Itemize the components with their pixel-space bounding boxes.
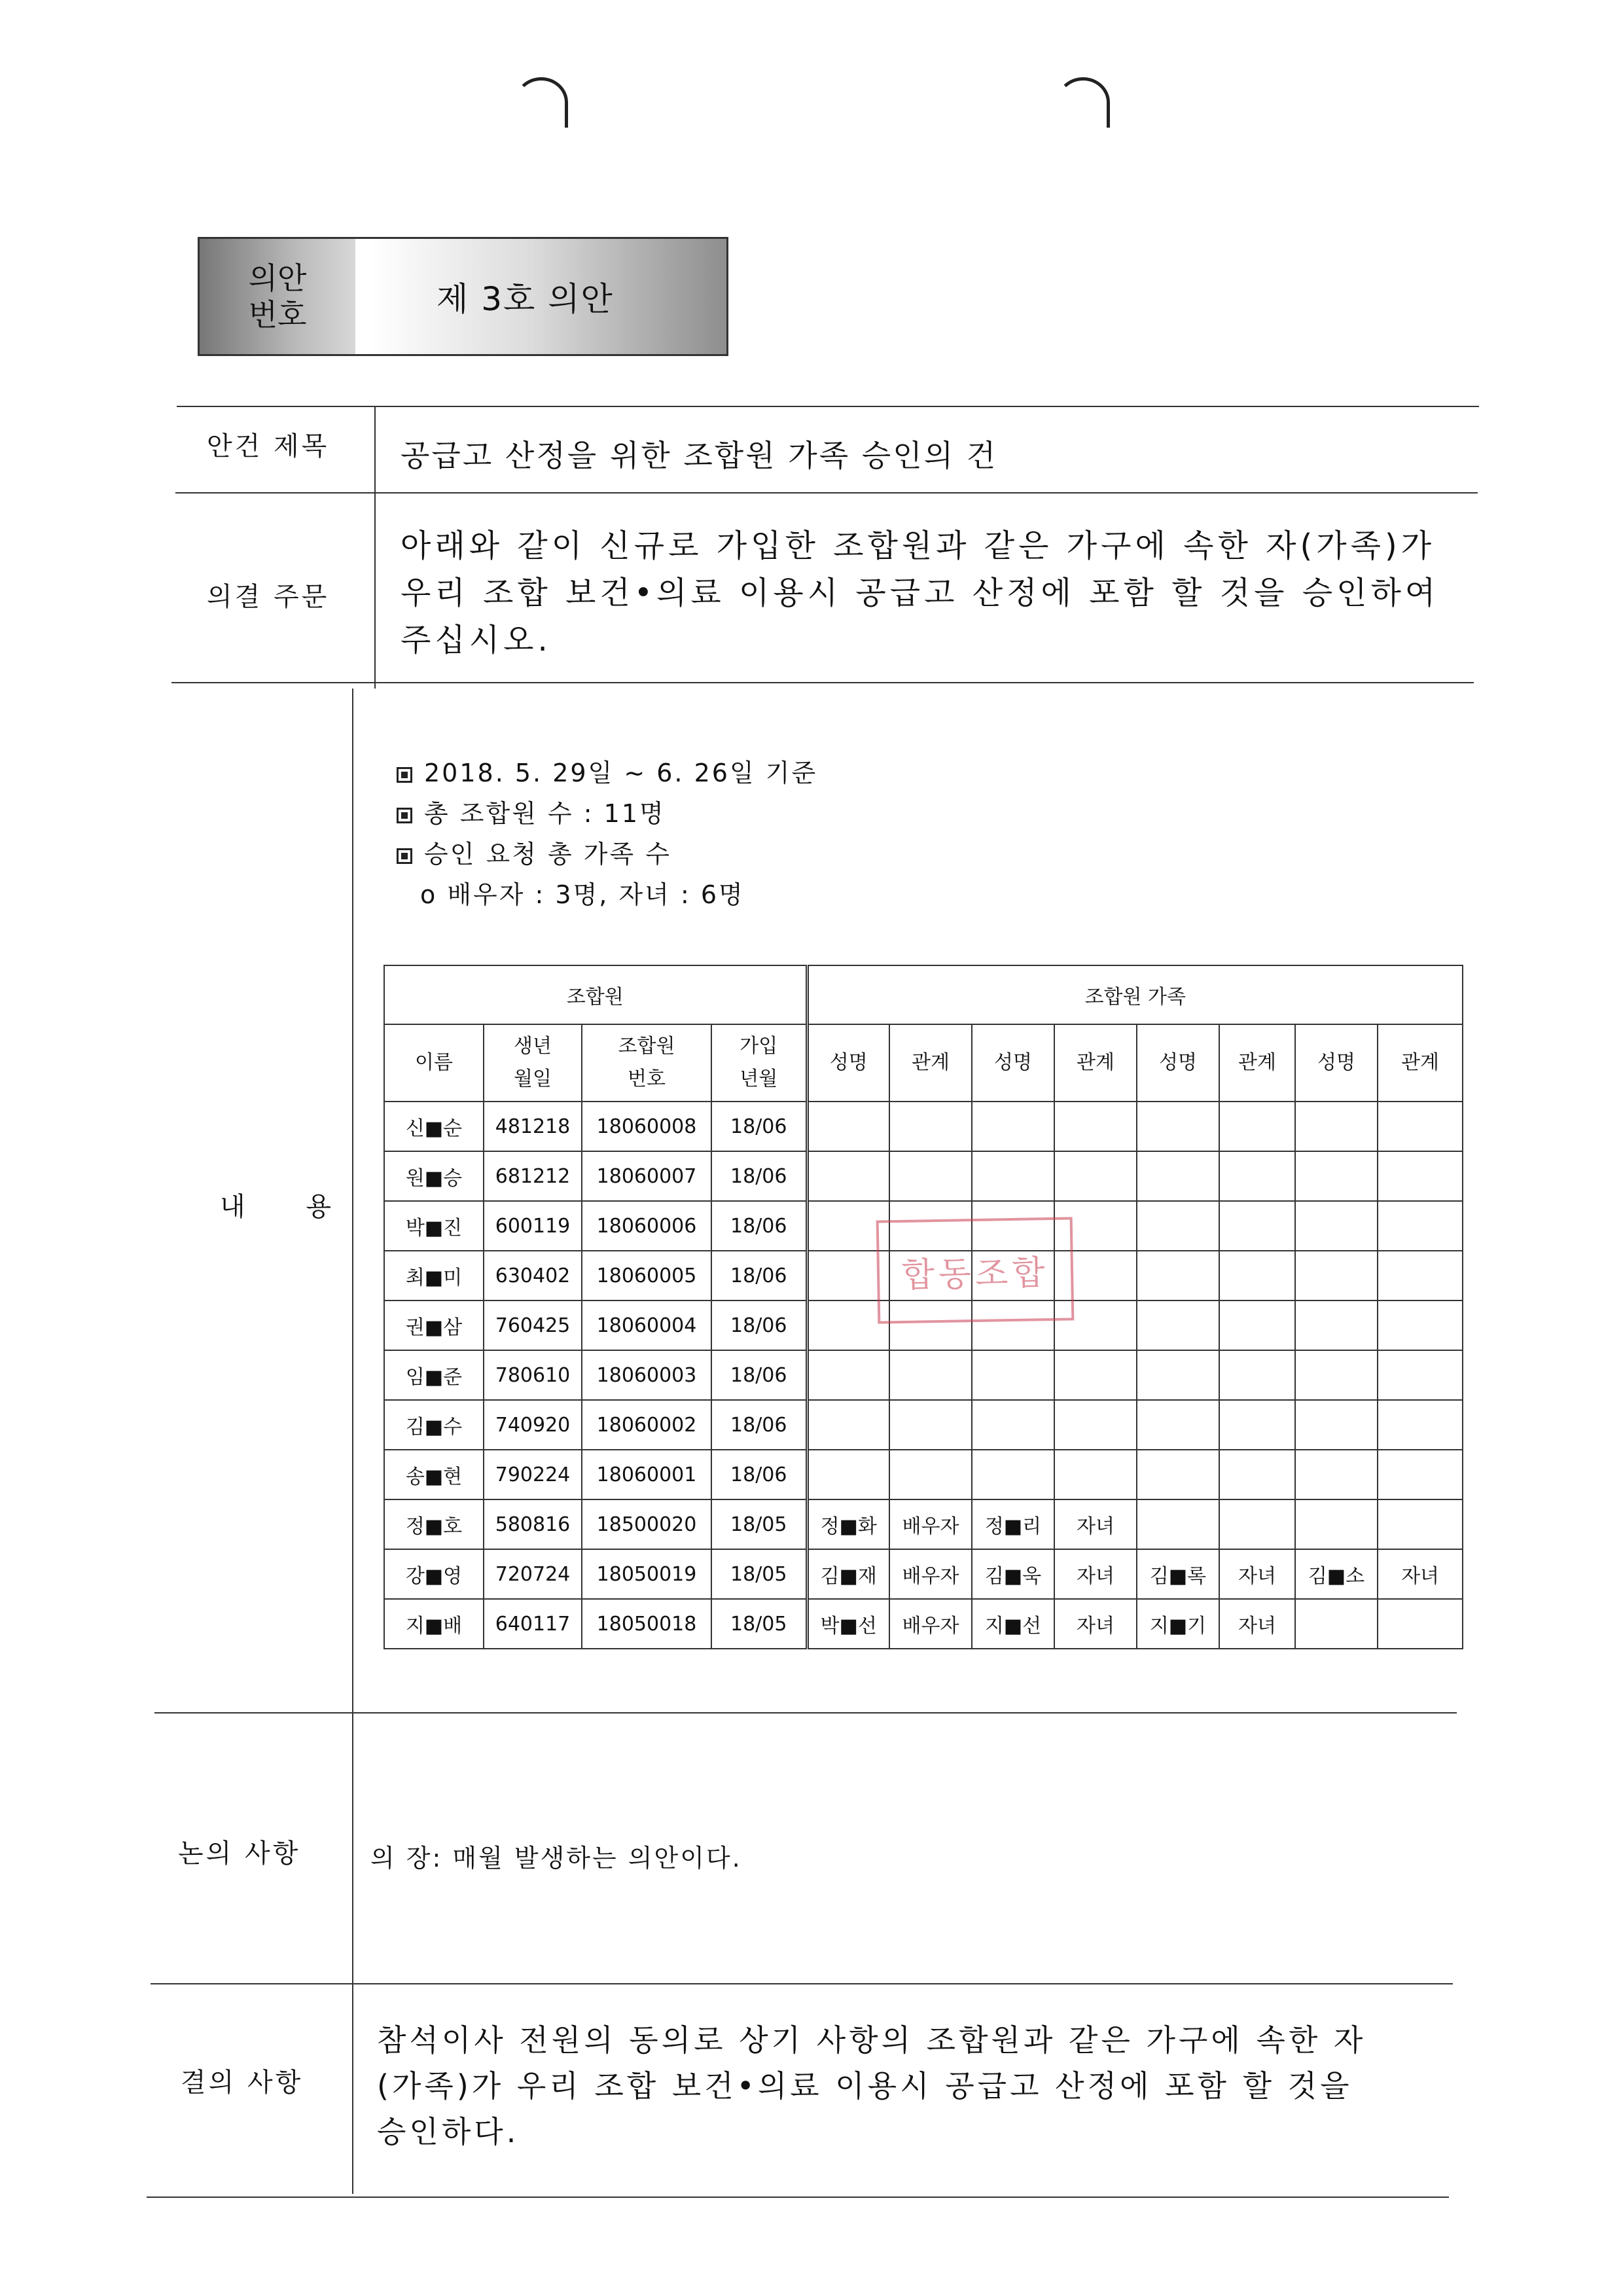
table-cell <box>807 1450 889 1499</box>
table-cell: 18/06 <box>711 1102 807 1151</box>
col-header-fam-name: 성명 <box>1137 1024 1219 1102</box>
col-header-birth: 생년 월일 <box>484 1024 582 1102</box>
table-cell: 681212 <box>484 1151 582 1201</box>
table-row <box>384 1102 1463 1151</box>
table-cell <box>1137 1350 1219 1400</box>
content-bullets <box>397 753 817 915</box>
table-cell <box>889 1450 972 1499</box>
table-cell <box>807 1102 889 1151</box>
table-cell <box>1054 1450 1137 1499</box>
table-cell: 600119 <box>484 1201 582 1251</box>
title-value: 공급고 산정을 위한 조합원 가족 승인의 건 <box>401 438 998 473</box>
table-cell: 박■진 <box>384 1201 484 1251</box>
table-cell <box>1137 1251 1219 1300</box>
table-cell: 김■록 <box>1137 1549 1219 1599</box>
table-row <box>384 1350 1463 1400</box>
table-cell: 지■선 <box>972 1599 1054 1649</box>
table-row <box>384 1499 1463 1549</box>
divider <box>154 1712 1457 1713</box>
table-cell <box>889 1350 972 1400</box>
table-cell: 김■수 <box>384 1400 484 1450</box>
table-cell: 정■리 <box>972 1499 1054 1549</box>
bullet-square-icon <box>397 767 412 783</box>
agenda-number-box <box>198 237 728 356</box>
punch-hole-left <box>514 77 568 128</box>
table-cell <box>1137 1400 1219 1450</box>
table-cell: 권■삼 <box>384 1300 484 1350</box>
table-cell <box>1054 1151 1137 1201</box>
resolution-label: 결의 사항 <box>181 2068 304 2098</box>
table-cell: 김■재 <box>807 1549 889 1599</box>
table-cell: 배우자 <box>889 1499 972 1549</box>
table-cell <box>889 1400 972 1450</box>
table-cell: 18060004 <box>582 1300 711 1350</box>
table-cell: 18060006 <box>582 1201 711 1251</box>
table-cell: 18/05 <box>711 1499 807 1549</box>
table-cell <box>1137 1201 1219 1251</box>
table-cell <box>972 1450 1054 1499</box>
table-row <box>384 1151 1463 1201</box>
col-header-joined: 가입 년월 <box>711 1024 807 1102</box>
table-cell: 박■선 <box>807 1599 889 1649</box>
resolution-line: 승인하다. <box>377 2114 520 2149</box>
table-cell <box>1137 1499 1219 1549</box>
divider <box>147 2197 1449 2198</box>
table-cell: 18/06 <box>711 1201 807 1251</box>
order-label: 의결 주문 <box>207 582 330 612</box>
table-cell <box>1378 1102 1463 1151</box>
table-cell <box>1378 1599 1463 1649</box>
punch-hole-right <box>1056 77 1110 128</box>
table-cell: 김■욱 <box>972 1549 1054 1599</box>
table-cell: 18/06 <box>711 1151 807 1201</box>
resolution-line: 참석이사 전원의 동의로 상기 사항의 조합원과 같은 가구에 속한 자 <box>377 2022 1366 2058</box>
table-cell <box>972 1350 1054 1400</box>
table-cell <box>1295 1151 1378 1201</box>
table-cell <box>1295 1251 1378 1300</box>
family-group-header: 조합원 가족 <box>807 965 1463 1024</box>
table-cell: 자녀 <box>1219 1549 1295 1599</box>
agenda-number-label <box>200 239 355 354</box>
col-header-fam-relation: 관계 <box>1219 1024 1295 1102</box>
table-cell <box>1295 1350 1378 1400</box>
divider <box>171 682 1474 683</box>
table-cell: 지■기 <box>1137 1599 1219 1649</box>
table-cell: 18050018 <box>582 1599 711 1649</box>
table-cell: 580816 <box>484 1499 582 1549</box>
table-cell: 481218 <box>484 1102 582 1151</box>
table-cell: 자녀 <box>1054 1599 1137 1649</box>
table-cell <box>1295 1102 1378 1151</box>
table-cell <box>1219 1450 1295 1499</box>
table-cell: 김■소 <box>1295 1549 1378 1599</box>
table-cell: 18060001 <box>582 1450 711 1499</box>
col-header-fam-relation: 관계 <box>889 1024 972 1102</box>
agenda-number-title: 제 3호 의안 <box>371 239 726 354</box>
table-cell: 자녀 <box>1054 1549 1137 1599</box>
col-header-fam-relation: 관계 <box>1378 1024 1463 1102</box>
col-header-number: 조합원 번호 <box>582 1024 711 1102</box>
table-cell <box>1295 1201 1378 1251</box>
table-cell: 18/05 <box>711 1549 807 1599</box>
table-row <box>384 1549 1463 1599</box>
table-cell: 정■호 <box>384 1499 484 1549</box>
table-cell <box>1219 1499 1295 1549</box>
table-cell: 780610 <box>484 1350 582 1400</box>
table-cell: 배우자 <box>889 1599 972 1649</box>
table-cell: 원■승 <box>384 1151 484 1201</box>
order-text <box>401 522 1439 664</box>
table-cell <box>807 1400 889 1450</box>
agenda-number-label-line2: 번호 <box>248 297 307 332</box>
table-cell <box>972 1151 1054 1201</box>
table-cell: 자녀 <box>1219 1599 1295 1649</box>
table-cell <box>807 1151 889 1201</box>
table-cell <box>1378 1300 1463 1350</box>
order-line: 아래와 같이 신규로 가입한 조합원과 같은 가구에 속한 자(가족)가 <box>401 528 1436 564</box>
table-cell: 18060002 <box>582 1400 711 1450</box>
table-cell <box>1378 1350 1463 1400</box>
table-cell: 18050019 <box>582 1549 711 1599</box>
table-cell: 18/06 <box>711 1400 807 1450</box>
table-cell: 18500020 <box>582 1499 711 1549</box>
table-cell <box>889 1151 972 1201</box>
table-row <box>384 1400 1463 1450</box>
member-group-header: 조합원 <box>384 965 807 1024</box>
table-cell <box>807 1350 889 1400</box>
table-cell <box>972 1102 1054 1151</box>
table-cell: 18060005 <box>582 1251 711 1300</box>
table-cell: 18060003 <box>582 1350 711 1400</box>
table-cell: 임■준 <box>384 1350 484 1400</box>
title-label: 안건 제목 <box>207 431 330 461</box>
table-cell: 18/06 <box>711 1251 807 1300</box>
divider <box>175 492 1478 493</box>
bullet-square-icon <box>397 848 412 864</box>
table-cell: 신■순 <box>384 1102 484 1151</box>
col-header-fam-name: 성명 <box>807 1024 889 1102</box>
table-cell: 자녀 <box>1378 1549 1463 1599</box>
table-cell: 강■영 <box>384 1549 484 1599</box>
divider <box>177 406 1479 407</box>
discussion-label: 논의 사항 <box>178 1839 301 1869</box>
table-cell <box>1219 1251 1295 1300</box>
bullet-sub-item: o 배우자 : 3명, 자녀 : 6명 <box>420 880 745 909</box>
table-cell <box>1219 1400 1295 1450</box>
table-cell <box>1295 1450 1378 1499</box>
table-cell <box>1378 1251 1463 1300</box>
table-cell: 최■미 <box>384 1251 484 1300</box>
table-cell: 790224 <box>484 1450 582 1499</box>
table-row <box>384 1450 1463 1499</box>
bullet-item: 총 조합원 수 : 11명 <box>397 793 817 834</box>
table-cell <box>1219 1350 1295 1400</box>
table-row <box>384 1599 1463 1649</box>
bullet-square-icon <box>397 808 412 823</box>
bullet-item: 2018. 5. 29일 ~ 6. 26일 기준 <box>397 753 817 793</box>
table-cell: 18060008 <box>582 1102 711 1151</box>
table-cell: 송■현 <box>384 1450 484 1499</box>
column-divider <box>352 689 353 2194</box>
column-divider <box>374 406 376 689</box>
table-cell <box>1219 1151 1295 1201</box>
table-cell <box>1054 1400 1137 1450</box>
table-cell: 18/06 <box>711 1450 807 1499</box>
table-cell <box>889 1102 972 1151</box>
table-cell <box>972 1400 1054 1450</box>
table-cell <box>1054 1350 1137 1400</box>
table-cell <box>1378 1201 1463 1251</box>
table-cell: 18/06 <box>711 1350 807 1400</box>
table-cell <box>1219 1102 1295 1151</box>
table-cell: 18/05 <box>711 1599 807 1649</box>
table-cell: 740920 <box>484 1400 582 1450</box>
resolution-line: (가족)가 우리 조합 보건•의료 이용시 공급고 산정에 포함 할 것을 <box>377 2068 1353 2104</box>
table-cell <box>1137 1151 1219 1201</box>
col-header-fam-name: 성명 <box>972 1024 1054 1102</box>
table-cell <box>1378 1151 1463 1201</box>
table-cell: 720724 <box>484 1549 582 1599</box>
table-cell: 지■배 <box>384 1599 484 1649</box>
table-cell <box>1378 1400 1463 1450</box>
col-header-fam-name: 성명 <box>1295 1024 1378 1102</box>
table-cell <box>1137 1102 1219 1151</box>
table-cell <box>1295 1300 1378 1350</box>
table-cell <box>1054 1102 1137 1151</box>
table-cell: 정■화 <box>807 1499 889 1549</box>
table-cell <box>1219 1201 1295 1251</box>
table-cell <box>1219 1300 1295 1350</box>
table-cell <box>1295 1400 1378 1450</box>
table-cell <box>1295 1499 1378 1549</box>
table-cell: 630402 <box>484 1251 582 1300</box>
table-cell: 760425 <box>484 1300 582 1350</box>
discussion-value: 의 장: 매월 발생하는 의안이다. <box>370 1844 742 1873</box>
content-label: 내 용 <box>220 1192 357 1222</box>
resolution-text <box>377 2017 1366 2155</box>
table-cell <box>1295 1599 1378 1649</box>
agenda-number-label-line1: 의안 <box>248 260 307 296</box>
bullet-item: 승인 요청 총 가족 수 <box>397 834 817 874</box>
table-cell <box>1378 1499 1463 1549</box>
table-cell: 18/06 <box>711 1300 807 1350</box>
table-cell <box>1378 1450 1463 1499</box>
table-cell: 640117 <box>484 1599 582 1649</box>
table-cell <box>1137 1450 1219 1499</box>
table-cell <box>1137 1300 1219 1350</box>
seal-stamp: 합동조합 <box>876 1217 1075 1323</box>
order-line: 주십시오. <box>401 622 552 658</box>
table-cell: 배우자 <box>889 1549 972 1599</box>
col-header-name: 이름 <box>384 1024 484 1102</box>
col-header-fam-relation: 관계 <box>1054 1024 1137 1102</box>
order-line: 우리 조합 보건•의료 이용시 공급고 산정에 포함 할 것을 승인하여 <box>401 575 1440 611</box>
table-cell: 18060007 <box>582 1151 711 1201</box>
divider <box>151 1983 1453 1984</box>
table-cell: 자녀 <box>1054 1499 1137 1549</box>
